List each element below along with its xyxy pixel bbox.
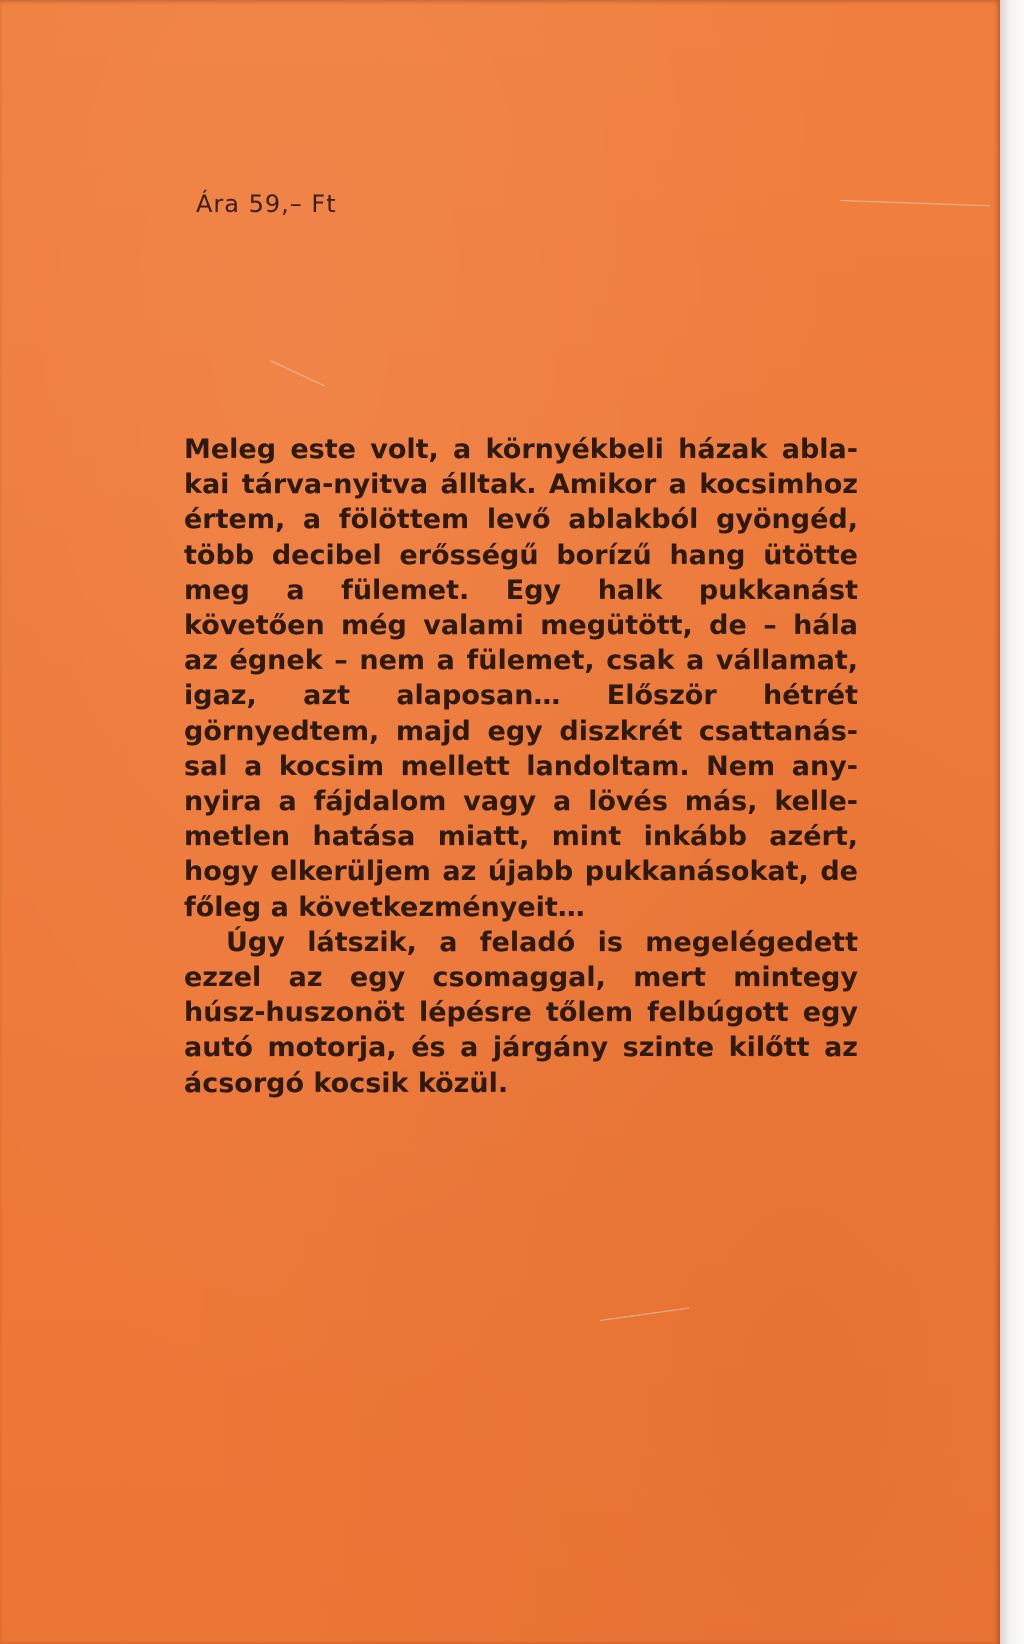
cover-crease [270, 360, 325, 386]
back-cover-blurb [184, 432, 858, 1101]
cover-crease [840, 200, 990, 206]
cover-crease [600, 1307, 689, 1321]
page-edge [1000, 0, 1024, 1644]
blurb-paragraph: Úgy látszik, a feladó is megelégedett ezzel az egy csomaggal, mert mintegy húsz-huszonöt lépésre tőlem felbúgott egy autó motorja, és a járgány szinte kilőtt az ácsorgó kocsik közül. [184, 926, 858, 1099]
blurb-paragraph: Meleg este volt, a környékbeli házak ablakai tárva-nyitva álltak. Amikor a kocsimhoz értem, a fölöttem levő ablakból gyöngéd, több decibel erősségű borízű hang ütötte meg a fülemet. Egy halk pukkanást követően még valami megütött, de – hála az égnek – nem a fülemet, csak a vállamat, igaz, azt alaposan… Először hétrét görnyedtem, majd egy diszkrét csattanással a kocsim mellett landoltam. Nem anynyira a fájdalom vagy a lövés más, kellemetlen hatása miatt, mint inkább azért, hogy elkerüljem az újabb pukkanásokat, de főleg a következményeit… [184, 434, 858, 923]
price-label: Ára 59,– Ft [196, 190, 337, 218]
